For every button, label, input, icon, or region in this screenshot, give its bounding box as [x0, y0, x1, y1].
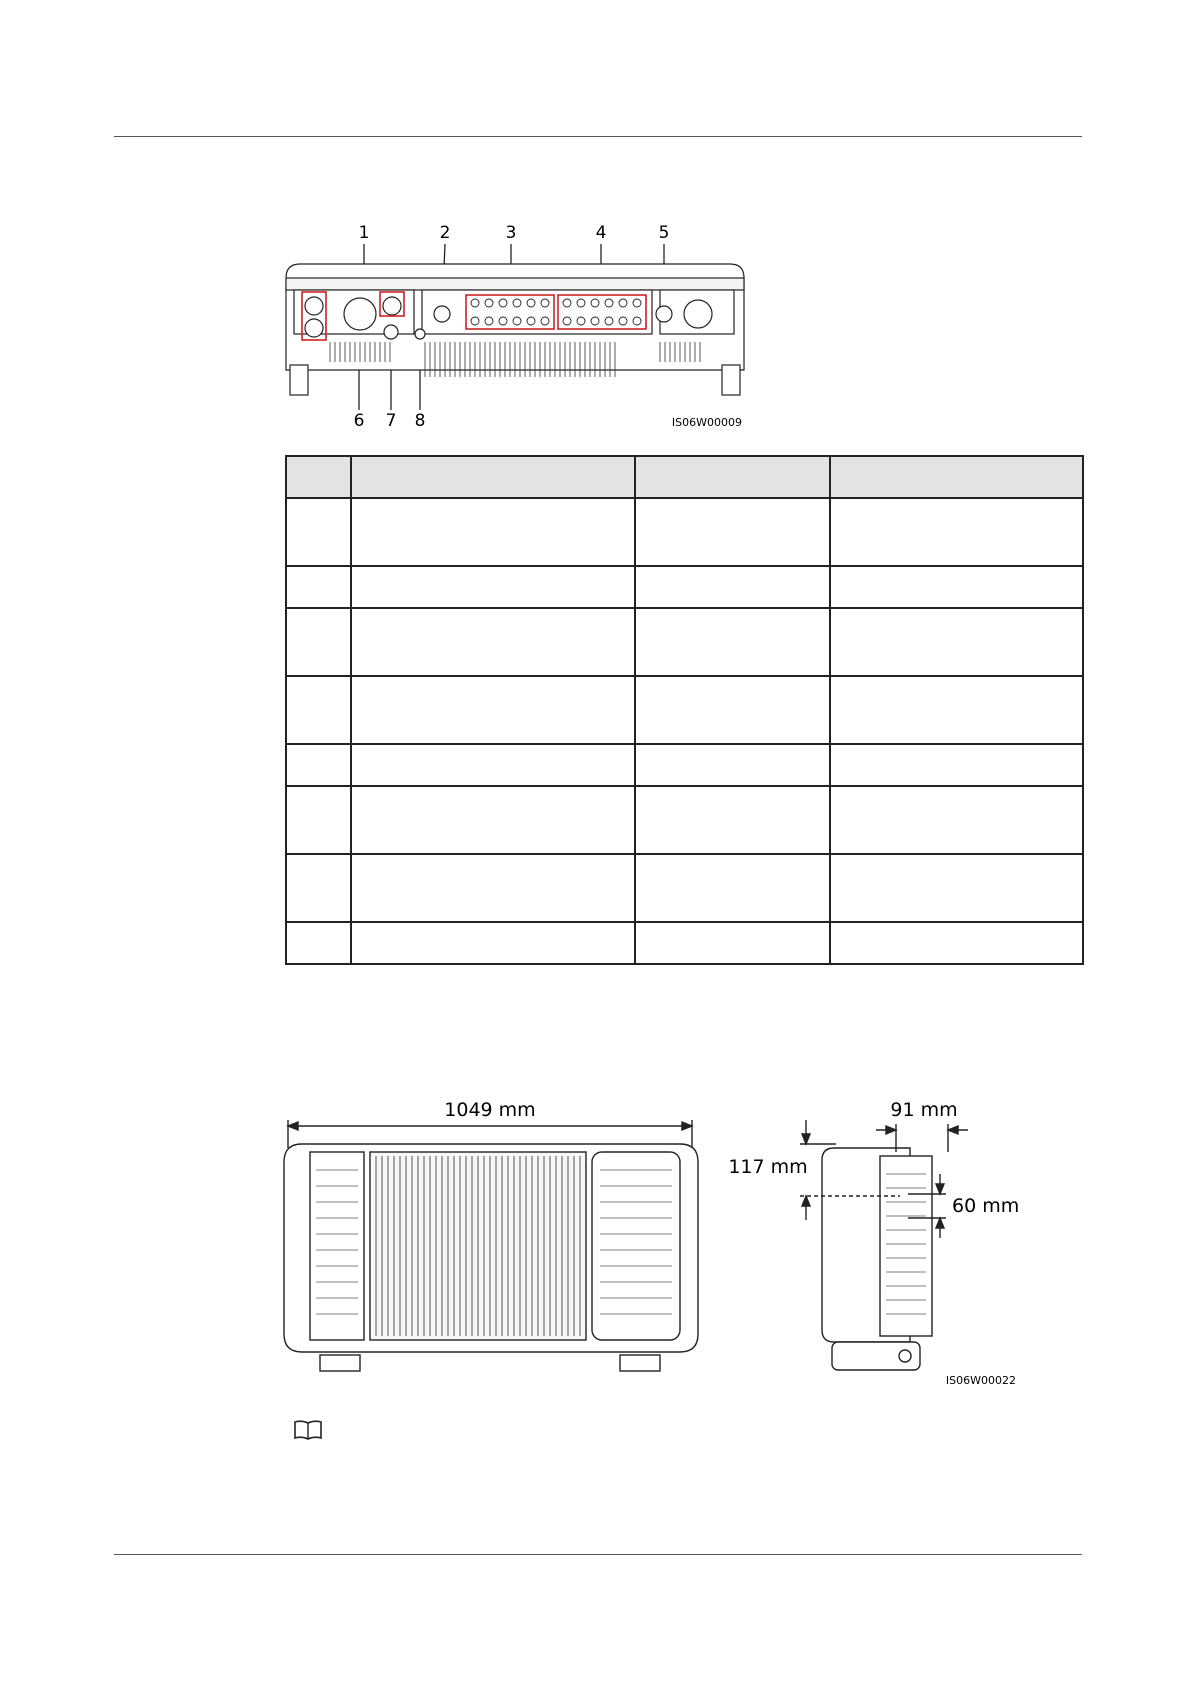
table-cell	[286, 854, 351, 922]
table-cell	[830, 676, 1083, 744]
dimensions-figure	[280, 1090, 1040, 1390]
table-cell	[635, 566, 830, 608]
table-cell	[351, 608, 635, 676]
width-dimension: 1049 mm	[444, 1099, 536, 1121]
side-view	[822, 1148, 932, 1370]
footer-rule	[114, 1554, 1082, 1555]
table-header-row	[286, 456, 1083, 498]
table-cell	[286, 744, 351, 786]
table-cell	[635, 498, 830, 566]
depth-dimension: 91 mm	[890, 1099, 958, 1121]
table-cell	[635, 854, 830, 922]
table-row	[286, 744, 1083, 786]
table-cell	[351, 676, 635, 744]
table-cell	[635, 676, 830, 744]
header-cell	[635, 456, 830, 498]
figure-code: IS06W00022	[945, 1374, 1016, 1387]
table-cell	[286, 676, 351, 744]
table-cell	[286, 566, 351, 608]
table-row	[286, 922, 1083, 964]
table-cell	[286, 786, 351, 854]
callout-5: 5	[658, 223, 670, 243]
header-cell	[830, 456, 1083, 498]
table-cell	[351, 498, 635, 566]
table-cell	[286, 922, 351, 964]
table-cell	[351, 922, 635, 964]
callout-3: 3	[505, 223, 517, 243]
table-row	[286, 676, 1083, 744]
table-cell	[830, 786, 1083, 854]
table-cell	[830, 498, 1083, 566]
table-cell	[351, 786, 635, 854]
table-row	[286, 608, 1083, 676]
table-cell	[635, 744, 830, 786]
table-row	[286, 498, 1083, 566]
callout-8: 8	[414, 411, 426, 431]
book-icon	[293, 1419, 323, 1441]
table-cell	[635, 922, 830, 964]
callout-2: 2	[439, 223, 451, 243]
table-cell	[830, 854, 1083, 922]
table-cell	[286, 608, 351, 676]
hole-height-dimension: 117 mm	[728, 1156, 808, 1178]
table-cell	[351, 854, 635, 922]
ports-figure	[280, 220, 760, 435]
table-cell	[830, 608, 1083, 676]
table-row	[286, 786, 1083, 854]
figure-code: IS06W00009	[671, 416, 742, 429]
table-row	[286, 854, 1083, 922]
table-cell	[286, 498, 351, 566]
callout-1: 1	[358, 223, 370, 243]
offset-dimension: 60 mm	[952, 1195, 1020, 1217]
table-cell	[351, 566, 635, 608]
table-cell	[635, 608, 830, 676]
table-row	[286, 566, 1083, 608]
callout-7: 7	[385, 411, 397, 431]
table-cell	[830, 922, 1083, 964]
table-cell	[351, 744, 635, 786]
front-view	[284, 1144, 698, 1371]
callout-6: 6	[353, 411, 365, 431]
components-table	[285, 455, 1084, 965]
table-cell	[830, 744, 1083, 786]
header-rule	[114, 136, 1082, 137]
callout-4: 4	[595, 223, 607, 243]
table-cell	[635, 786, 830, 854]
header-cell	[286, 456, 351, 498]
header-cell	[351, 456, 635, 498]
table-cell	[830, 566, 1083, 608]
